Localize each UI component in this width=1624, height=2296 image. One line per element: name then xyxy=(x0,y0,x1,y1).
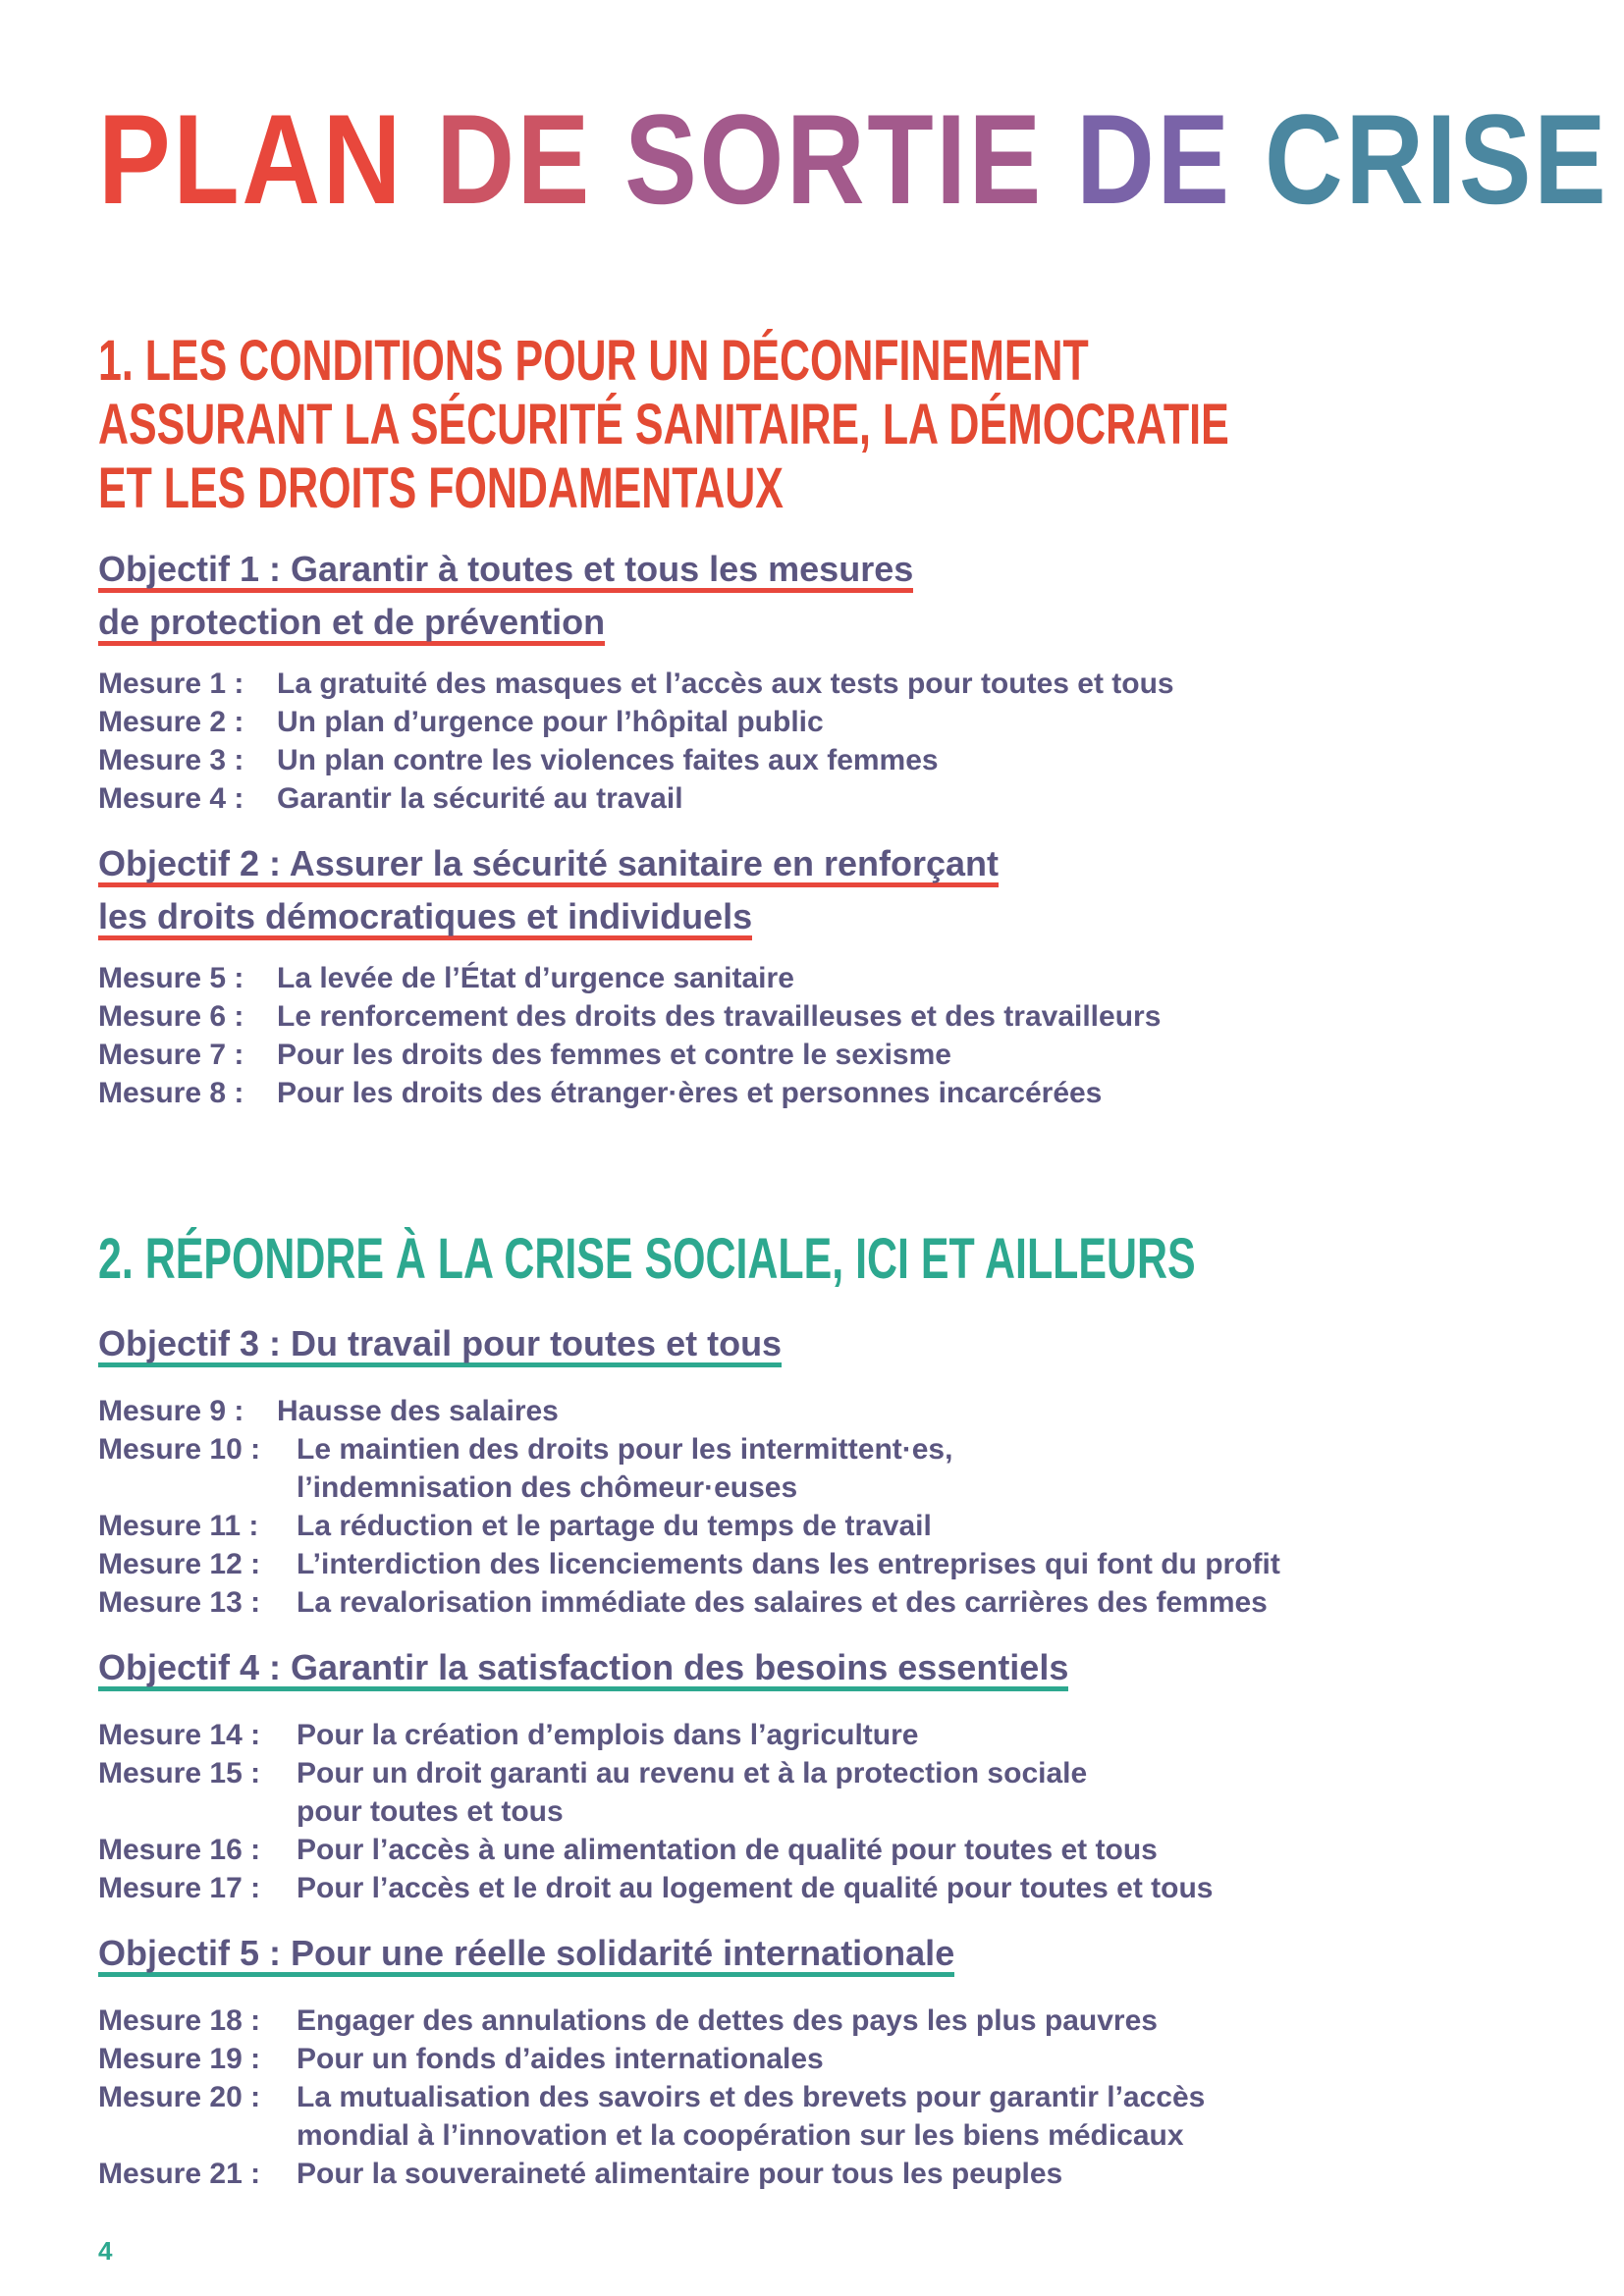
measure-label: Mesure 21 : xyxy=(98,2158,261,2190)
measure-item xyxy=(98,1392,1280,1430)
measure-text: Pour la souveraineté alimentaire pour tous les peuples xyxy=(297,2158,1063,2190)
measure-item xyxy=(98,1036,1161,1074)
measure-text: l’indemnisation des chômeur·euses xyxy=(297,1471,798,1504)
measure-label: Mesure 2 : xyxy=(98,706,244,738)
measure-text: Un plan d’urgence pour l’hôpital public xyxy=(277,706,824,738)
measure-label: Mesure 3 : xyxy=(98,744,244,776)
measure-label: Mesure 17 : xyxy=(98,1872,261,1904)
measure-text: La levée de l’État d’urgence sanitaire xyxy=(277,962,794,994)
measure-label: Mesure 16 : xyxy=(98,1834,261,1866)
objective-title-line: Objectif 1 : Garantir à toutes et tous les mesures xyxy=(98,551,913,593)
measure-label: Mesure 8 : xyxy=(98,1077,244,1109)
objective-3-measures xyxy=(98,1392,1280,1622)
measure-text: La réduction et le partage du temps de travail xyxy=(297,1510,932,1542)
section-title-line: ET LES DROITS FONDAMENTAUX xyxy=(98,456,784,520)
measure-item xyxy=(98,1545,1280,1583)
measure-label: Mesure 4 : xyxy=(98,782,244,815)
measure-item xyxy=(98,2040,1205,2078)
measure-label: Mesure 12 : xyxy=(98,1548,261,1580)
measure-item xyxy=(98,997,1161,1036)
measure-label: Mesure 15 : xyxy=(98,1757,261,1789)
measure-item xyxy=(98,2155,1205,2193)
section-title-line: ASSURANT LA SÉCURITÉ SANITAIRE, LA DÉMOCRATIE xyxy=(98,393,1229,456)
measure-item xyxy=(98,741,1174,779)
objective-5-measures xyxy=(98,2002,1205,2193)
measure-label: Mesure 10 : xyxy=(98,1433,261,1466)
measure-text: L’interdiction des licenciements dans les entreprises qui font du profit xyxy=(297,1548,1280,1580)
measure-label: Mesure 11 : xyxy=(98,1510,259,1542)
measure-item xyxy=(98,1831,1214,1869)
measure-text: La gratuité des masques et l’accès aux tests pour toutes et tous xyxy=(277,667,1174,700)
measure-item xyxy=(98,1754,1214,1831)
measure-item xyxy=(98,1074,1161,1112)
measure-item xyxy=(98,1716,1214,1754)
measure-label: Mesure 19 : xyxy=(98,2043,261,2075)
measure-item xyxy=(98,665,1174,703)
measure-text: Engager des annulations de dettes des pays les plus pauvres xyxy=(297,2004,1158,2037)
objective-4-title xyxy=(98,1644,1068,1697)
objective-title-line: Objectif 3 : Du travail pour toutes et tous xyxy=(98,1325,782,1367)
title-word: CRISE xyxy=(1264,87,1609,231)
measure-item xyxy=(98,2002,1205,2040)
measure-label: Mesure 5 : xyxy=(98,962,244,994)
measure-item xyxy=(98,2078,1205,2155)
measure-item xyxy=(98,1869,1214,1907)
section-title-line: 1. LES CONDITIONS POUR UN DÉCONFINEMENT xyxy=(98,329,1089,393)
measure-item xyxy=(98,1507,1280,1545)
measure-label: Mesure 6 : xyxy=(98,1000,244,1033)
measure-text: Pour un fonds d’aides internationales xyxy=(297,2043,824,2075)
measure-text: mondial à l’innovation et la coopération sur les biens médicaux xyxy=(297,2119,1184,2152)
measure-label: Mesure 18 : xyxy=(98,2004,261,2037)
measure-item xyxy=(98,1583,1280,1622)
measure-label: Mesure 7 : xyxy=(98,1039,244,1071)
measure-text: Pour l’accès à une alimentation de qualité pour toutes et tous xyxy=(297,1834,1158,1866)
measure-text: Pour l’accès et le droit au logement de qualité pour toutes et tous xyxy=(297,1872,1214,1904)
page-number: 4 xyxy=(98,2236,113,2266)
section-1-title xyxy=(98,329,1229,520)
section-title-line: 2. RÉPONDRE À LA CRISE SOCIALE, ICI ET AILLEURS xyxy=(98,1227,1196,1291)
measure-text: Pour un droit garanti au revenu et à la protection sociale xyxy=(297,1757,1088,1789)
measure-text: Pour la création d’emplois dans l’agriculture xyxy=(297,1719,919,1751)
main-title xyxy=(98,87,1609,231)
measure-item xyxy=(98,779,1174,818)
measure-label: Mesure 13 : xyxy=(98,1586,261,1619)
measure-text: Pour les droits des étranger·ères et personnes incarcérées xyxy=(277,1077,1103,1109)
measure-label: Mesure 14 : xyxy=(98,1719,261,1751)
measure-text: Hausse des salaires xyxy=(277,1395,559,1427)
title-word: PLAN xyxy=(98,87,405,231)
title-word: DE xyxy=(436,87,592,231)
objective-1-measures xyxy=(98,665,1174,818)
measure-text: La revalorisation immédiate des salaires et des carrières des femmes xyxy=(297,1586,1268,1619)
measure-text: Le renforcement des droits des travailleuses et des travailleurs xyxy=(277,1000,1162,1033)
measure-item xyxy=(98,703,1174,741)
measure-item xyxy=(98,1430,1280,1507)
measure-text: La mutualisation des savoirs et des brevets pour garantir l’accès xyxy=(297,2081,1206,2113)
measure-item xyxy=(98,959,1161,997)
measure-label: Mesure 9 : xyxy=(98,1395,244,1427)
measure-text: Le maintien des droits pour les intermittent·es, xyxy=(297,1433,953,1466)
measure-text: Pour les droits des femmes et contre le sexisme xyxy=(277,1039,951,1071)
measure-text: Garantir la sécurité au travail xyxy=(277,782,683,815)
objective-5-title xyxy=(98,1930,954,1983)
objective-2-measures xyxy=(98,959,1161,1112)
measure-label: Mesure 20 : xyxy=(98,2081,261,2113)
title-word: SORTIE xyxy=(624,87,1044,231)
objective-3-title xyxy=(98,1320,782,1373)
objective-title-line: Objectif 4 : Garantir la satisfaction des besoins essentiels xyxy=(98,1649,1068,1691)
section-2-title xyxy=(98,1227,1196,1291)
objective-title-line: Objectif 2 : Assurer la sécurité sanitaire en renforçant xyxy=(98,845,999,887)
objective-title-line: les droits démocratiques et individuels xyxy=(98,898,752,940)
measure-label: Mesure 1 : xyxy=(98,667,244,700)
measure-text: Un plan contre les violences faites aux femmes xyxy=(277,744,939,776)
objective-1-title xyxy=(98,546,913,652)
objective-4-measures xyxy=(98,1716,1214,1907)
objective-title-line: Objectif 5 : Pour une réelle solidarité internationale xyxy=(98,1935,954,1977)
title-word: DE xyxy=(1076,87,1232,231)
objective-2-title xyxy=(98,840,999,946)
measure-text: pour toutes et tous xyxy=(297,1795,564,1828)
objective-title-line: de protection et de prévention xyxy=(98,604,605,646)
